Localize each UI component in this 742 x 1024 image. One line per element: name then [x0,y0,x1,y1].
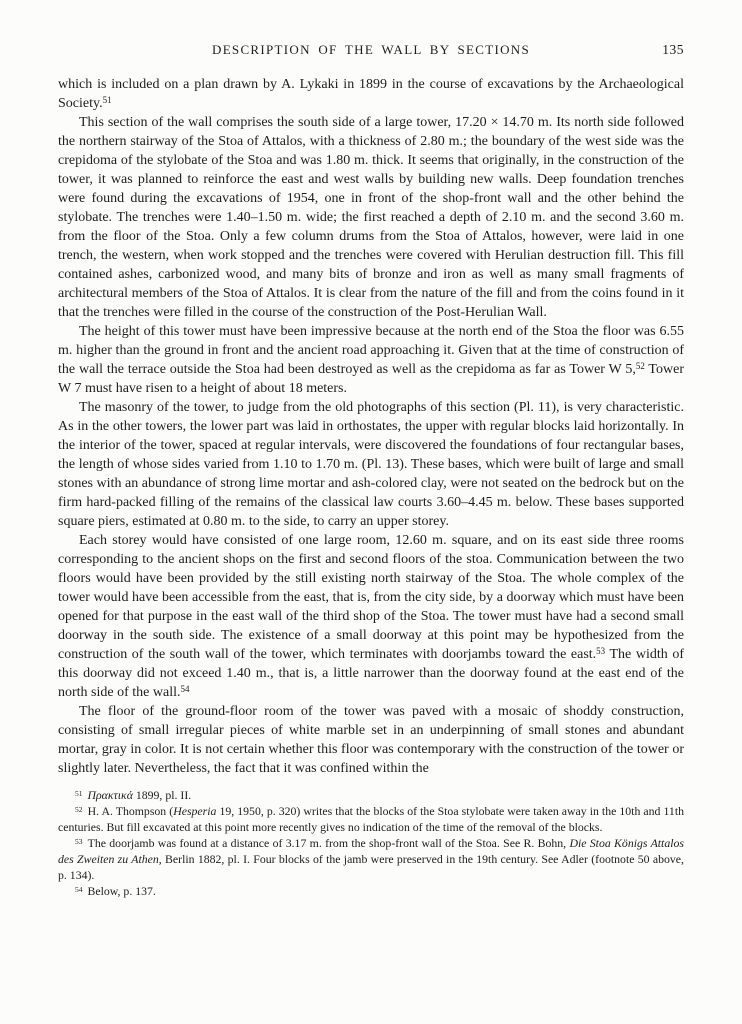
paragraph [58,75,684,113]
text-run: 19, 1950, p. 320) writes that the blocks of the Stoa stylobate were taken away in the 10th and 11th centuries. But fill excavated at this point more recently gives no indication of the time of the removal of the blocks. [58,804,684,834]
footnote-number: 51 [75,788,83,798]
text-run: Below, p. 137. [87,884,156,898]
body-text [58,75,684,778]
paragraph [58,322,684,398]
text-run: The floor of the ground-floor room of the tower was paved with a mosaic of shoddy construction, consisting of small irregular pieces of white marble set in an underpinning of small stones and abundant mortar, gray in color. It is not certain whether this floor was contemporary with the construction of the tower or slightly later. Nevertheless, the fact that it was confined within the [58,704,684,776]
footnote-ref: 52 [635,360,645,371]
footnote-ref: 54 [180,683,190,694]
text-run: Each storey would have consisted of one large room, 12.60 m. square, and on its east side three rooms corresponding to the ancient shops on the first and second floors of the stoa. Communication between the two floors would have been provided by the still existing north stairway of the Stoa. The whole complex of the tower would have been accessible from the east, that is, from the city side, by a doorway which must have been opened for that purpose in the east wall of the third shop of the Stoa. The tower must have had a second small doorway in the south side. The existence of a small doorway at this point may be hypothesized from the construction of the south wall of the tower, which terminates with doorjambs toward the east. [58,533,684,662]
footnote-ref: 53 [596,645,606,656]
italic-text: Hesperia [173,804,217,818]
paragraph [58,531,684,702]
text-run: The width of this doorway did not exceed 1.40 m., that is, a little narrower than the doorway found at the east end of the north side of the wall. [58,647,684,700]
footnote-number: 53 [75,836,83,846]
footnote-ref: 51 [102,94,112,105]
italic-text: Πρακτικά [87,788,133,802]
footnotes [58,787,684,899]
text-run: This section of the wall comprises the south side of a large tower, 17.20 × 14.70 m. Its north side followed the northern stairway of the Stoa of Attalos, with a thickness of 2.80 m.; the boundary of the west side was the crepidoma of the stylobate of the Stoa and was 1.80 m. thick. It seems that originally, in the construction of the tower, it was planned to reinforce the east and west walls by building new walls. Deep foundation trenches were found during the excavations of 1954, one in front of the shop-front wall and the other behind the stylobate. The trenches were 1.40–1.50 m. wide; the first reached a depth of 2.10 m. and the second 3.60 m. from the floor of the Stoa. Only a few column drums from the Stoa of Attalos, however, were laid in one trench, the western, when work stopped and the trenches were covered with Herulian destruction fill. This fill contained ashes, carbonized wood, and many bits of bronze and iron as well as many small fragments of architectural members of the Stoa of Attalos. It is clear from the nature of the fill and from the coins found in it that the trenches were filled in the course of the construction of the Post-Herulian Wall. [58,115,684,320]
text-run: The masonry of the tower, to judge from the old photographs of this section (Pl. 11), is very characteristic. As in the other towers, the lower part was laid in orthostates, the upper with regular blocks laid horizontally. In the interior of the tower, spaced at regular intervals, were discovered the foundations of four rectangular bases, the length of whose sides varied from 1.10 to 1.70 m. (Pl. 13). These bases, which were built of large and small stones with an abundance of strong lime mortar and ash-colored clay, were not seated on the bedrock but on the firm hard-packed filling of the remains of the classical law courts 3.60–4.45 m. below. These bases supported square piers, estimated at 0.80 m. to the side, to carry an upper storey. [58,400,684,529]
footnote-number: 54 [75,884,83,894]
text-run: Tower W 7 must have risen to a height of about 18 meters. [58,362,684,396]
italic-text: Die Stoa Königs Attalos des Zweiten zu Athen [58,836,684,866]
footnote [58,787,684,803]
text-run: H. A. Thompson ( [87,804,174,818]
footnote [58,803,684,835]
paragraph [58,113,684,322]
text-run: The height of this tower must have been impressive because at the north end of the Stoa the floor was 6.55 m. higher than the ground in front and the ancient road approaching it. Given that at the time of construction of the wall the terrace outside the Stoa had been destroyed as well as the crepidoma as far as Tower W 5, [58,324,684,377]
footnote [58,883,684,899]
text-run: 1899, pl. II. [132,788,192,802]
text-run: which is included on a plan drawn by A. Lykaki in 1899 in the course of excavations by the Archaeological Society. [58,77,684,111]
text-run: The doorjamb was found at a distance of 3.17 m. from the shop-front wall of the Stoa. See R. Bohn, [87,836,570,850]
text-run: , Berlin 1882, pl. I. Four blocks of the jamb were preserved in the 19th century. See Adler (footnote 50 above, p. 134). [58,852,684,882]
page-header [58,42,684,58]
paragraph [58,398,684,531]
running-title: DESCRIPTION OF THE WALL BY SECTIONS [212,42,530,57]
paragraph [58,702,684,778]
footnote-number: 52 [75,804,83,814]
footnote [58,835,684,883]
page-number: 135 [662,42,684,57]
